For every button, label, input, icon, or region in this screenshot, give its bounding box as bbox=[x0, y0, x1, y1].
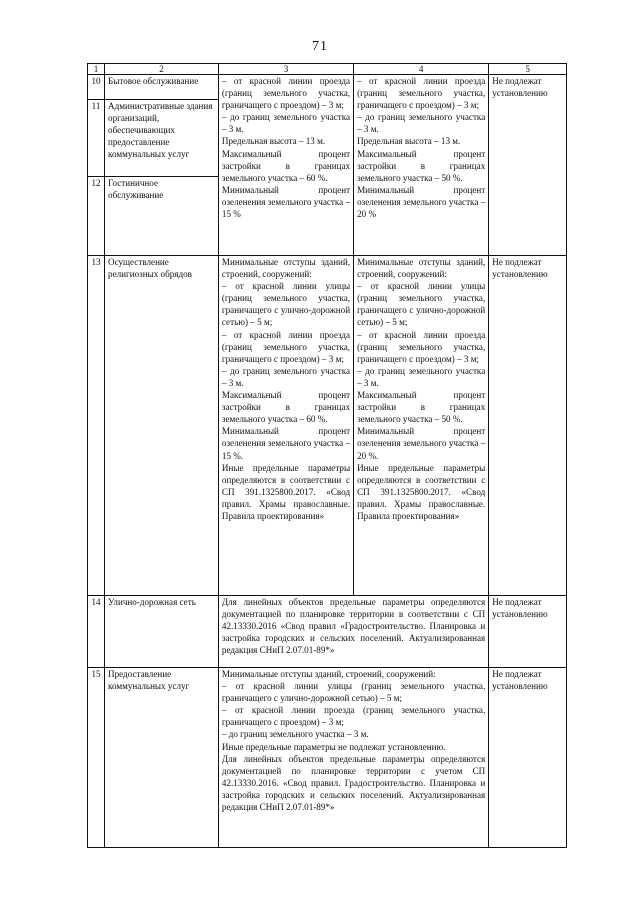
param-line: – до границ земельного участка – 3 м. bbox=[221, 365, 351, 388]
param-line: Минимальный процент озеленения земельного участка – 15 % bbox=[221, 184, 351, 220]
params-cell-merged bbox=[218, 668, 488, 848]
row-number: 10 bbox=[91, 76, 101, 86]
header-col-5: 5 bbox=[489, 64, 567, 75]
param-line: – от красной линии проезда (границ земельного участка, граничащего с проездом) – 3 м; bbox=[357, 329, 486, 364]
param-line: Максимальный процент застройки в границах земельного участка – 60 %. bbox=[221, 148, 351, 183]
param-line: – до границ земельного участка – 3 м. bbox=[221, 112, 351, 135]
header-col-4: 4 bbox=[354, 64, 489, 75]
row-number: 11 bbox=[91, 101, 101, 111]
use-name: Улично-дорожная сеть bbox=[105, 596, 219, 668]
param-line: Предельная высота – 13 м. bbox=[357, 136, 461, 147]
param-line: Минимальные отступы зданий, строений, сооружений: bbox=[221, 257, 351, 280]
param-line: – от красной линии проезда (границ земельного участка, граничащего с проездом) – 3 м; bbox=[221, 76, 351, 111]
row-number: 14 bbox=[88, 596, 105, 668]
param-line: – от красной линии проезда (границ земельного участка, граничащего с проездом) – 3 м; bbox=[357, 76, 486, 111]
row-number: 15 bbox=[88, 668, 105, 848]
header-col-3: 3 bbox=[218, 64, 353, 75]
param-line: Иные предельные параметры определяются в соответствии с СП 391.1325800.2017. «Свод правил. Храмы православные. Правила проектирования» bbox=[221, 462, 351, 521]
param-line: Минимальный процент озеленения земельного участка – 20 %. bbox=[357, 426, 486, 461]
table-row bbox=[88, 256, 567, 596]
use-name: Предоставление коммунальных услуг bbox=[105, 668, 219, 848]
param-line: Для линейных объектов предельные параметры определяются документацией по планировке территории с учетом СП 42.13330.2016. «Свод правил. Градостроительство. Планировка и застройка городских и сельских поселений. Актуализированная редакция СНиП 2.07.01-89*» bbox=[221, 753, 486, 813]
params-cell-col4 bbox=[354, 75, 489, 256]
page-number: 71 bbox=[312, 39, 328, 54]
params-cell-merged: Для линейных объектов предельные параметры определяются документацией по планировке территории в соответствии с СП 42.13330.2016 «Свод правил «Градостроительство. Планировка и застройка городских и сельских поселений. Актуализированная редакция СНиП 2.07.01-89*» bbox=[218, 596, 488, 668]
param-line: – до границ земельного участка – 3 м. bbox=[357, 365, 486, 388]
param-line: Минимальный процент озеленения земельного участка – 20 % bbox=[357, 184, 486, 220]
note-cell: Не подлежат установлению bbox=[489, 668, 567, 848]
note-cell: Не подлежат установлению bbox=[489, 256, 567, 596]
param-line: Предельная высота – 13 м. bbox=[221, 136, 326, 147]
param-line: Максимальный процент застройки в границах земельного участка – 50 %. bbox=[357, 148, 486, 183]
param-line: – до границ земельного участка – 3 м. bbox=[221, 729, 369, 740]
param-line: Минимальный процент озеленения земельного участка – 15 %. bbox=[221, 426, 351, 461]
param-line: – от красной линии проезда (границ земельного участка, граничащего с проездом) – 3 м; bbox=[221, 329, 351, 364]
param-line: Максимальный процент застройки в границах земельного участка – 60 %. bbox=[221, 390, 351, 425]
header-col-2: 2 bbox=[105, 64, 219, 75]
note-cell: Не подлежат установлению bbox=[489, 596, 567, 668]
param-line: – от красной линии улицы (границ земельного участка, граничащего с улично-дорожной сетью) – 5 м; bbox=[221, 281, 351, 328]
params-cell-col4 bbox=[354, 256, 489, 596]
params-cell-col3 bbox=[218, 256, 353, 596]
param-line: – от красной линии улицы (границ земельного участка, граничащего с улично-дорожной сетью) – 5 м; bbox=[357, 281, 486, 328]
regulations-table bbox=[87, 63, 567, 848]
row-number: 12 bbox=[91, 178, 101, 188]
use-name-cell bbox=[105, 75, 219, 256]
note-cell: Не подлежат установлению bbox=[489, 75, 567, 256]
param-line: Минимальные отступы зданий, строений, сооружений: bbox=[357, 257, 486, 280]
header-col-1: 1 bbox=[88, 64, 105, 75]
table-row bbox=[88, 596, 567, 668]
param-line: – от красной линии улицы (границ земельного участка, граничащего с улично-дорожной сетью) – 5 м; bbox=[221, 681, 486, 704]
table-header-row bbox=[88, 64, 567, 75]
params-cell-col3 bbox=[218, 75, 353, 256]
param-line: Максимальный процент застройки в границах земельного участка – 50 %. bbox=[357, 390, 486, 425]
param-line: Иные предельные параметры не подлежат установлению. bbox=[221, 741, 446, 752]
table-row bbox=[88, 75, 567, 256]
param-line: Иные предельные параметры определяются в соответствии с СП 391.1325800.2017. «Свод правил. Храмы православные. Правила проектирования» bbox=[357, 462, 486, 521]
param-line: Минимальные отступы зданий, строений, сооружений: bbox=[221, 669, 436, 679]
use-name: Гостиничное обслуживание bbox=[108, 178, 164, 201]
use-name: Осуществление религиозных обрядов bbox=[105, 256, 219, 596]
row-number-cell bbox=[88, 75, 105, 256]
row-number: 13 bbox=[88, 256, 105, 596]
use-name: Бытовое обслуживание bbox=[108, 76, 199, 86]
param-line: – до границ земельного участка – 3 м. bbox=[357, 112, 486, 135]
param-line: – от красной линии проезда (границ земельного участка, граничащего с проездом) – 3 м; bbox=[221, 705, 486, 728]
use-name: Административные здания организаций, обеспечивающих предоставление коммунальных услуг bbox=[108, 101, 213, 160]
table-row bbox=[88, 668, 567, 848]
